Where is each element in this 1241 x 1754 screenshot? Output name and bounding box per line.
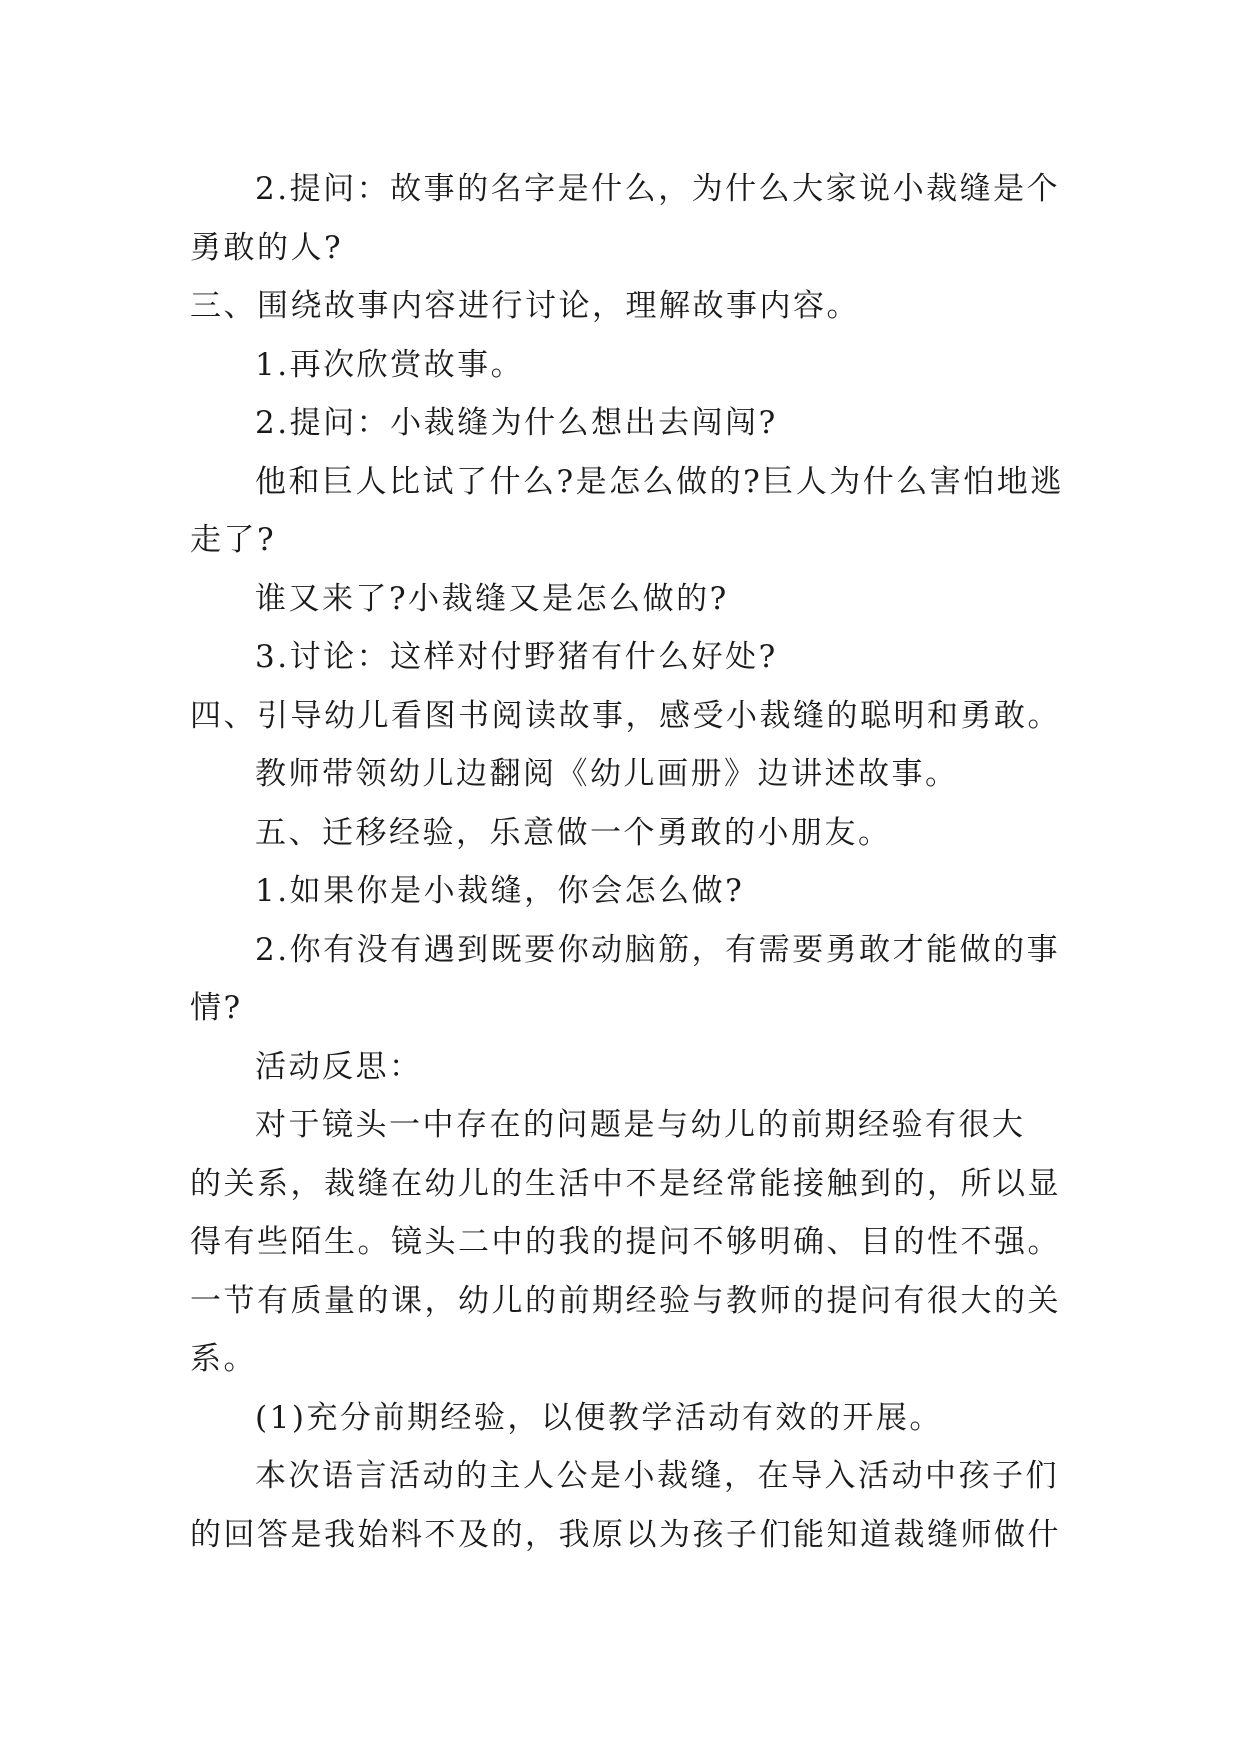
text-line: 系。 — [190, 1341, 257, 1377]
text-line: 得有些陌生。镜头二中的我的提问不够明确、目的性不强。 — [190, 1224, 1061, 1260]
document-body — [190, 160, 1070, 1564]
text-line: 走了? — [190, 522, 277, 558]
text-line: 2.提问：故事的名字是什么，为什么大家说小裁缝是个 — [255, 171, 1061, 207]
text-line: 1.再次欣赏故事。 — [255, 346, 525, 383]
text-line: (1)充分前期经验，以便教学活动有效的开展。 — [255, 1399, 943, 1436]
text-line: 对于镜头一中存在的问题是与幼儿的前期经验有很大 — [255, 1107, 1026, 1143]
text-line: 1.如果你是小裁缝，你会怎么做? — [255, 873, 745, 909]
text-line: 教师带领幼儿边翻阅《幼儿画册》边讲述故事。 — [255, 756, 959, 792]
text-line: 情? — [190, 990, 243, 1026]
text-line: 谁又来了?小裁缝又是怎么做的? — [255, 580, 729, 617]
text-line: 的回答是我始料不及的，我原以为孩子们能知道裁缝师做什 — [190, 1516, 1061, 1553]
section-heading: 四、引导幼儿看图书阅读故事，感受小裁缝的聪明和勇敢。 — [190, 697, 1061, 734]
text-line: 本次语言活动的主人公是小裁缝，在导入活动中孩子们 — [255, 1458, 1059, 1494]
text-line: 一节有质量的课，幼儿的前期经验与教师的提问有很大的关 — [190, 1282, 1061, 1319]
reflection-heading: 活动反思： — [255, 1048, 423, 1085]
section-heading: 五、迁移经验，乐意做一个勇敢的小朋友。 — [255, 814, 892, 851]
text-line: 的关系，裁缝在幼儿的生活中不是经常能接触到的，所以显 — [190, 1165, 1061, 1202]
text-line: 他和巨人比试了什么?是怎么做的?巨人为什么害怕地逃 — [255, 463, 1064, 500]
text-line: 2.你有没有遇到既要你动脑筋，有需要勇敢才能做的事 — [255, 931, 1061, 968]
text-line: 2.提问：小裁缝为什么想出去闯闯? — [255, 405, 778, 441]
text-line: 勇敢的人? — [190, 229, 344, 266]
section-heading: 三、围绕故事内容进行讨论，理解故事内容。 — [190, 288, 860, 324]
text-line: 3.讨论：这样对付野猪有什么好处? — [255, 639, 778, 675]
